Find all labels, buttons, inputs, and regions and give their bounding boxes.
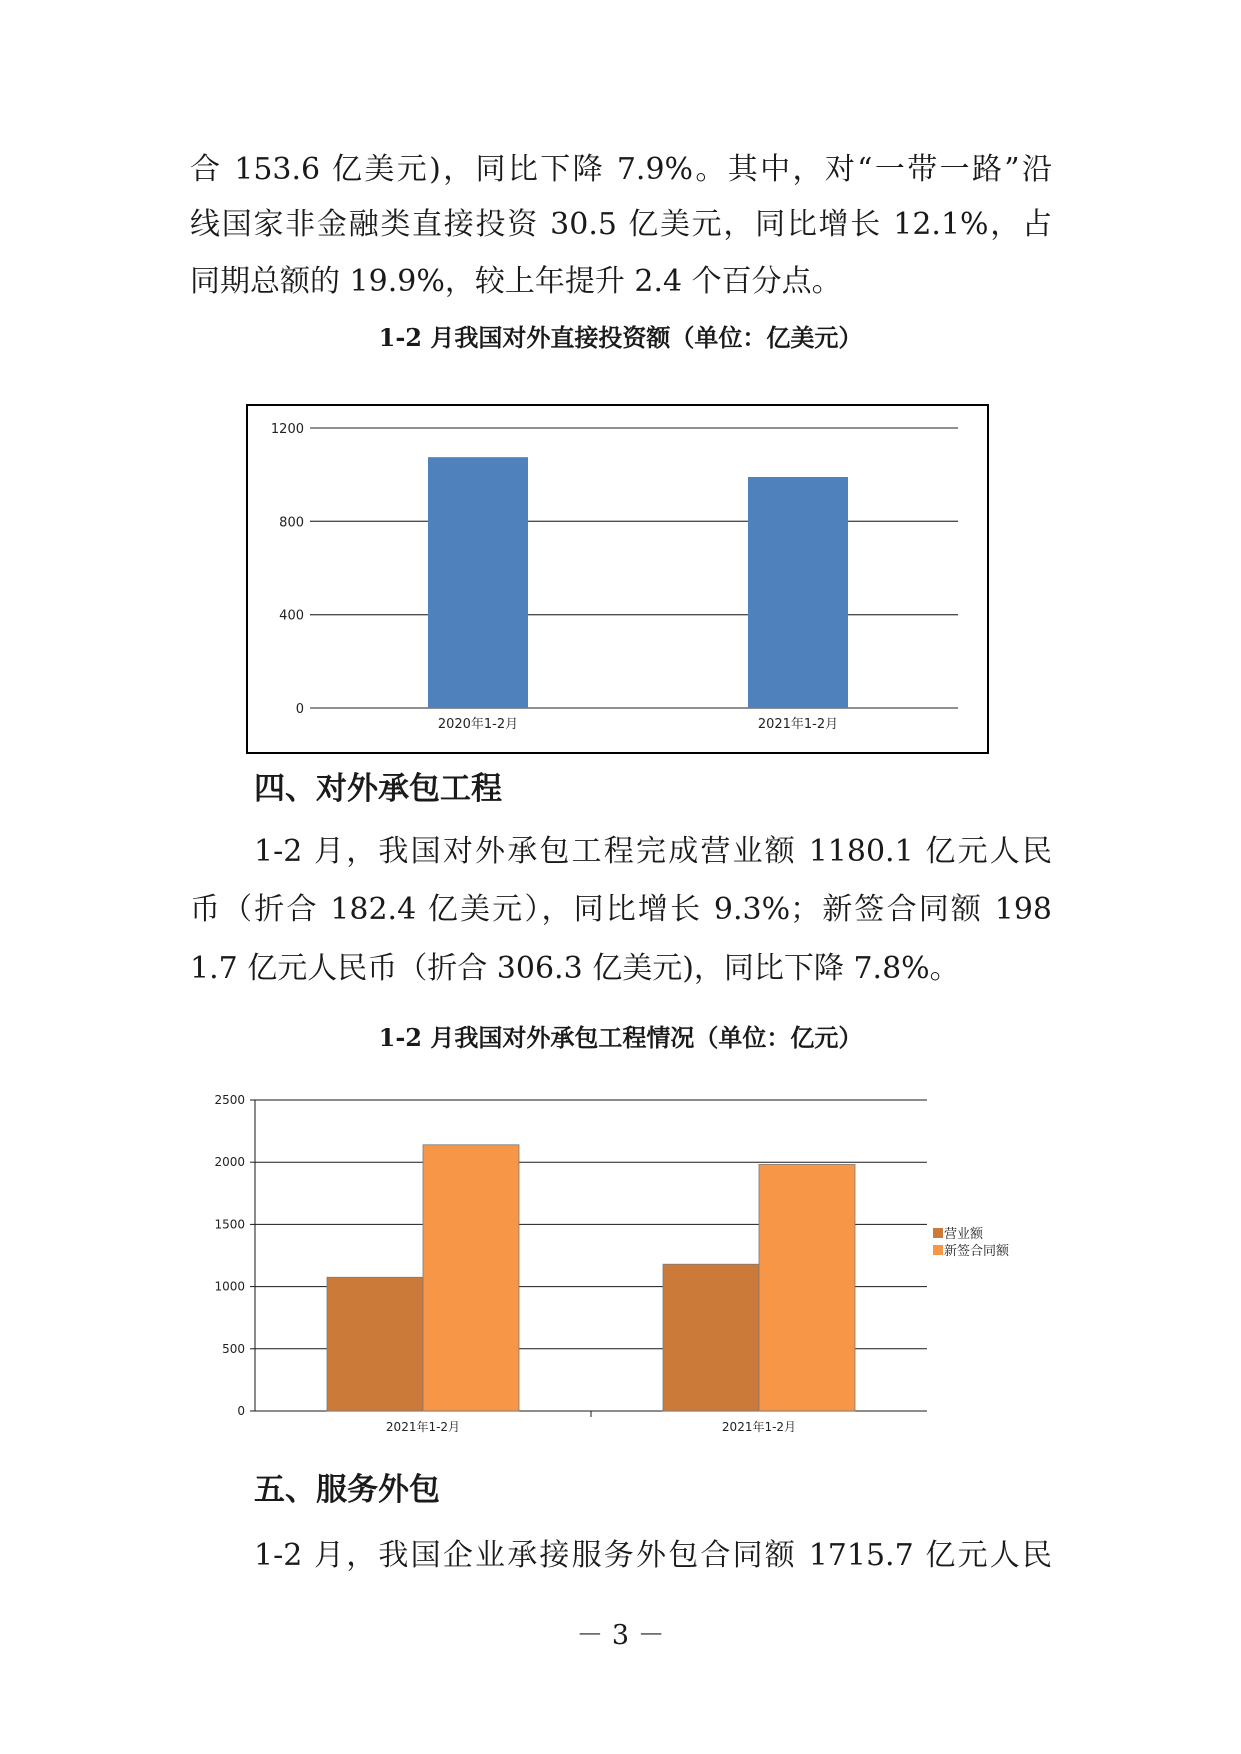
x-tick-label: 2021年1-2月 bbox=[757, 717, 839, 732]
legend-label: 新签合同额 bbox=[944, 1244, 1010, 1259]
bar bbox=[423, 1145, 519, 1411]
y-tick-label: 0 bbox=[237, 1404, 245, 1418]
y-tick-label: 0 bbox=[295, 702, 304, 717]
paragraph-line: 合 153.6 亿美元)，同比下降 7.9%。其中，对“一带一路”沿 bbox=[190, 152, 1052, 187]
contracting-chart bbox=[200, 1085, 1060, 1440]
y-tick-label: 1000 bbox=[214, 1279, 245, 1294]
chart2-caption: 1-2 月我国对外承包工程情况（单位：亿元） bbox=[378, 1023, 863, 1052]
legend-swatch bbox=[933, 1245, 943, 1255]
direct-investment-chart bbox=[246, 404, 989, 754]
paragraph-line: 同期总额的 19.9%，较上年提升 2.4 个百分点。 bbox=[190, 264, 842, 299]
x-tick-label: 2020年1-2月 bbox=[437, 717, 519, 732]
x-tick-label: 2021年1-2月 bbox=[721, 1420, 797, 1434]
chart-frame bbox=[247, 405, 988, 753]
bar bbox=[327, 1277, 423, 1411]
y-tick-label: 400 bbox=[279, 608, 304, 624]
section5-heading: 五、服务外包 bbox=[254, 1472, 440, 1508]
paragraph-line: 1-2 月，我国企业承接服务外包合同额 1715.7 亿元人民 bbox=[254, 1538, 1052, 1573]
bar bbox=[748, 477, 848, 708]
y-tick-label: 1200 bbox=[270, 422, 304, 437]
bar bbox=[759, 1164, 855, 1411]
paragraph-line: 币（折合 182.4 亿美元），同比增长 9.3%；新签合同额 198 bbox=[190, 892, 1052, 927]
page-number: － 3 － bbox=[576, 1620, 665, 1651]
paragraph-line: 1.7 亿元人民币（折合 306.3 亿美元)，同比下降 7.8%。 bbox=[190, 951, 960, 986]
bar bbox=[428, 457, 528, 708]
chart1-caption: 1-2 月我国对外直接投资额（单位：亿美元） bbox=[378, 323, 863, 352]
bar bbox=[663, 1264, 759, 1411]
section4-heading: 四、对外承包工程 bbox=[254, 771, 502, 807]
y-tick-label: 1500 bbox=[214, 1217, 245, 1232]
paragraph-line: 1-2 月，我国对外承包工程完成营业额 1180.1 亿元人民 bbox=[254, 834, 1052, 869]
legend-swatch bbox=[933, 1228, 943, 1238]
paragraph-line: 线国家非金融类直接投资 30.5 亿美元，同比增长 12.1%，占 bbox=[190, 207, 1052, 242]
x-tick-label: 2021年1-2月 bbox=[385, 1420, 461, 1434]
y-tick-label: 2000 bbox=[214, 1155, 245, 1170]
legend-label: 营业额 bbox=[944, 1227, 984, 1242]
y-tick-label: 2500 bbox=[214, 1093, 245, 1107]
y-tick-label: 800 bbox=[279, 515, 304, 531]
y-tick-label: 500 bbox=[222, 1341, 245, 1356]
